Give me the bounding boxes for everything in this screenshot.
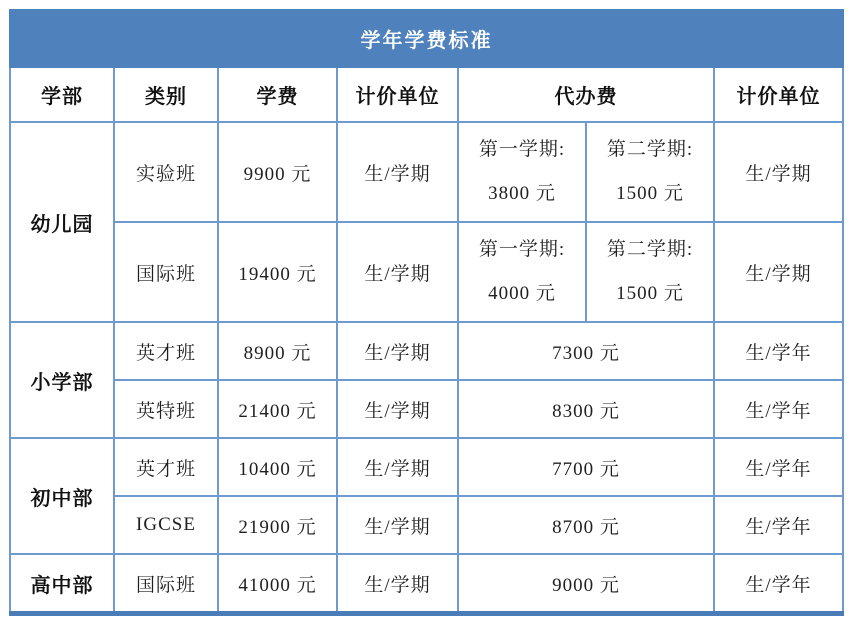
cell-fee-unit: 生/学期	[714, 122, 843, 222]
header-category: 类别	[114, 67, 218, 122]
cell-fee-unit: 生/学期	[714, 222, 843, 322]
cell-tuition-unit: 生/学期	[337, 554, 458, 614]
cell-fee-unit: 生/学年	[714, 322, 843, 380]
cell-category: 英特班	[114, 380, 218, 438]
tuition-fee-table	[9, 9, 844, 616]
cell-category: IGCSE	[114, 496, 218, 554]
cell-dept-junior-high: 初中部	[10, 438, 114, 554]
header-dept: 学部	[10, 67, 114, 122]
cell-fee-term1	[458, 222, 586, 322]
table-row	[10, 438, 843, 496]
table-row	[10, 222, 843, 322]
cell-tuition-unit: 生/学期	[337, 380, 458, 438]
fee-term2-label: 第二学期:	[606, 139, 694, 161]
cell-tuition-unit: 生/学期	[337, 438, 458, 496]
cell-fee: 7700 元	[458, 438, 714, 496]
cell-tuition: 19400 元	[218, 222, 337, 322]
cell-fee: 8700 元	[458, 496, 714, 554]
cell-fee-unit: 生/学年	[714, 438, 843, 496]
cell-tuition-unit: 生/学期	[337, 122, 458, 222]
cell-tuition-unit: 生/学期	[337, 322, 458, 380]
cell-fee-unit: 生/学年	[714, 496, 843, 554]
cell-fee-unit: 生/学年	[714, 380, 843, 438]
cell-tuition: 10400 元	[218, 438, 337, 496]
fee-term1-label: 第一学期:	[478, 139, 566, 161]
header-row	[10, 67, 843, 122]
cell-category: 国际班	[114, 554, 218, 614]
fee-term1-amount: 3800 元	[488, 183, 556, 204]
table-row	[10, 380, 843, 438]
cell-fee-term1	[458, 122, 586, 222]
cell-tuition-unit: 生/学期	[337, 496, 458, 554]
fee-term2-amount: 1500 元	[616, 283, 684, 304]
cell-dept-senior-high: 高中部	[10, 554, 114, 614]
fee-term2-amount: 1500 元	[616, 183, 684, 204]
cell-fee-unit: 生/学年	[714, 554, 843, 614]
cell-dept-primary: 小学部	[10, 322, 114, 438]
cell-tuition: 8900 元	[218, 322, 337, 380]
cell-dept-kindergarten: 幼儿园	[10, 122, 114, 322]
table-row	[10, 122, 843, 222]
cell-category: 实验班	[114, 122, 218, 222]
cell-tuition: 21900 元	[218, 496, 337, 554]
table-row	[10, 322, 843, 380]
cell-fee: 7300 元	[458, 322, 714, 380]
header-tuition-unit: 计价单位	[337, 67, 458, 122]
cell-category: 英才班	[114, 322, 218, 380]
cell-fee: 9000 元	[458, 554, 714, 614]
header-agency-fee-unit: 计价单位	[714, 67, 843, 122]
cell-tuition: 21400 元	[218, 380, 337, 438]
fee-term1-label: 第一学期:	[478, 239, 566, 261]
title-row	[10, 10, 843, 67]
cell-tuition-unit: 生/学期	[337, 222, 458, 322]
cell-category: 国际班	[114, 222, 218, 322]
cell-tuition: 9900 元	[218, 122, 337, 222]
fee-term1-amount: 4000 元	[488, 283, 556, 304]
table-title: 学年学费标准	[10, 10, 843, 67]
cell-tuition: 41000 元	[218, 554, 337, 614]
header-agency-fee: 代办费	[458, 67, 714, 122]
fee-term2-label: 第二学期:	[606, 239, 694, 261]
cell-fee-term2	[586, 222, 714, 322]
cell-fee: 8300 元	[458, 380, 714, 438]
header-tuition: 学费	[218, 67, 337, 122]
cell-category: 英才班	[114, 438, 218, 496]
cell-fee-term2	[586, 122, 714, 222]
table-row	[10, 554, 843, 614]
table-row	[10, 496, 843, 554]
